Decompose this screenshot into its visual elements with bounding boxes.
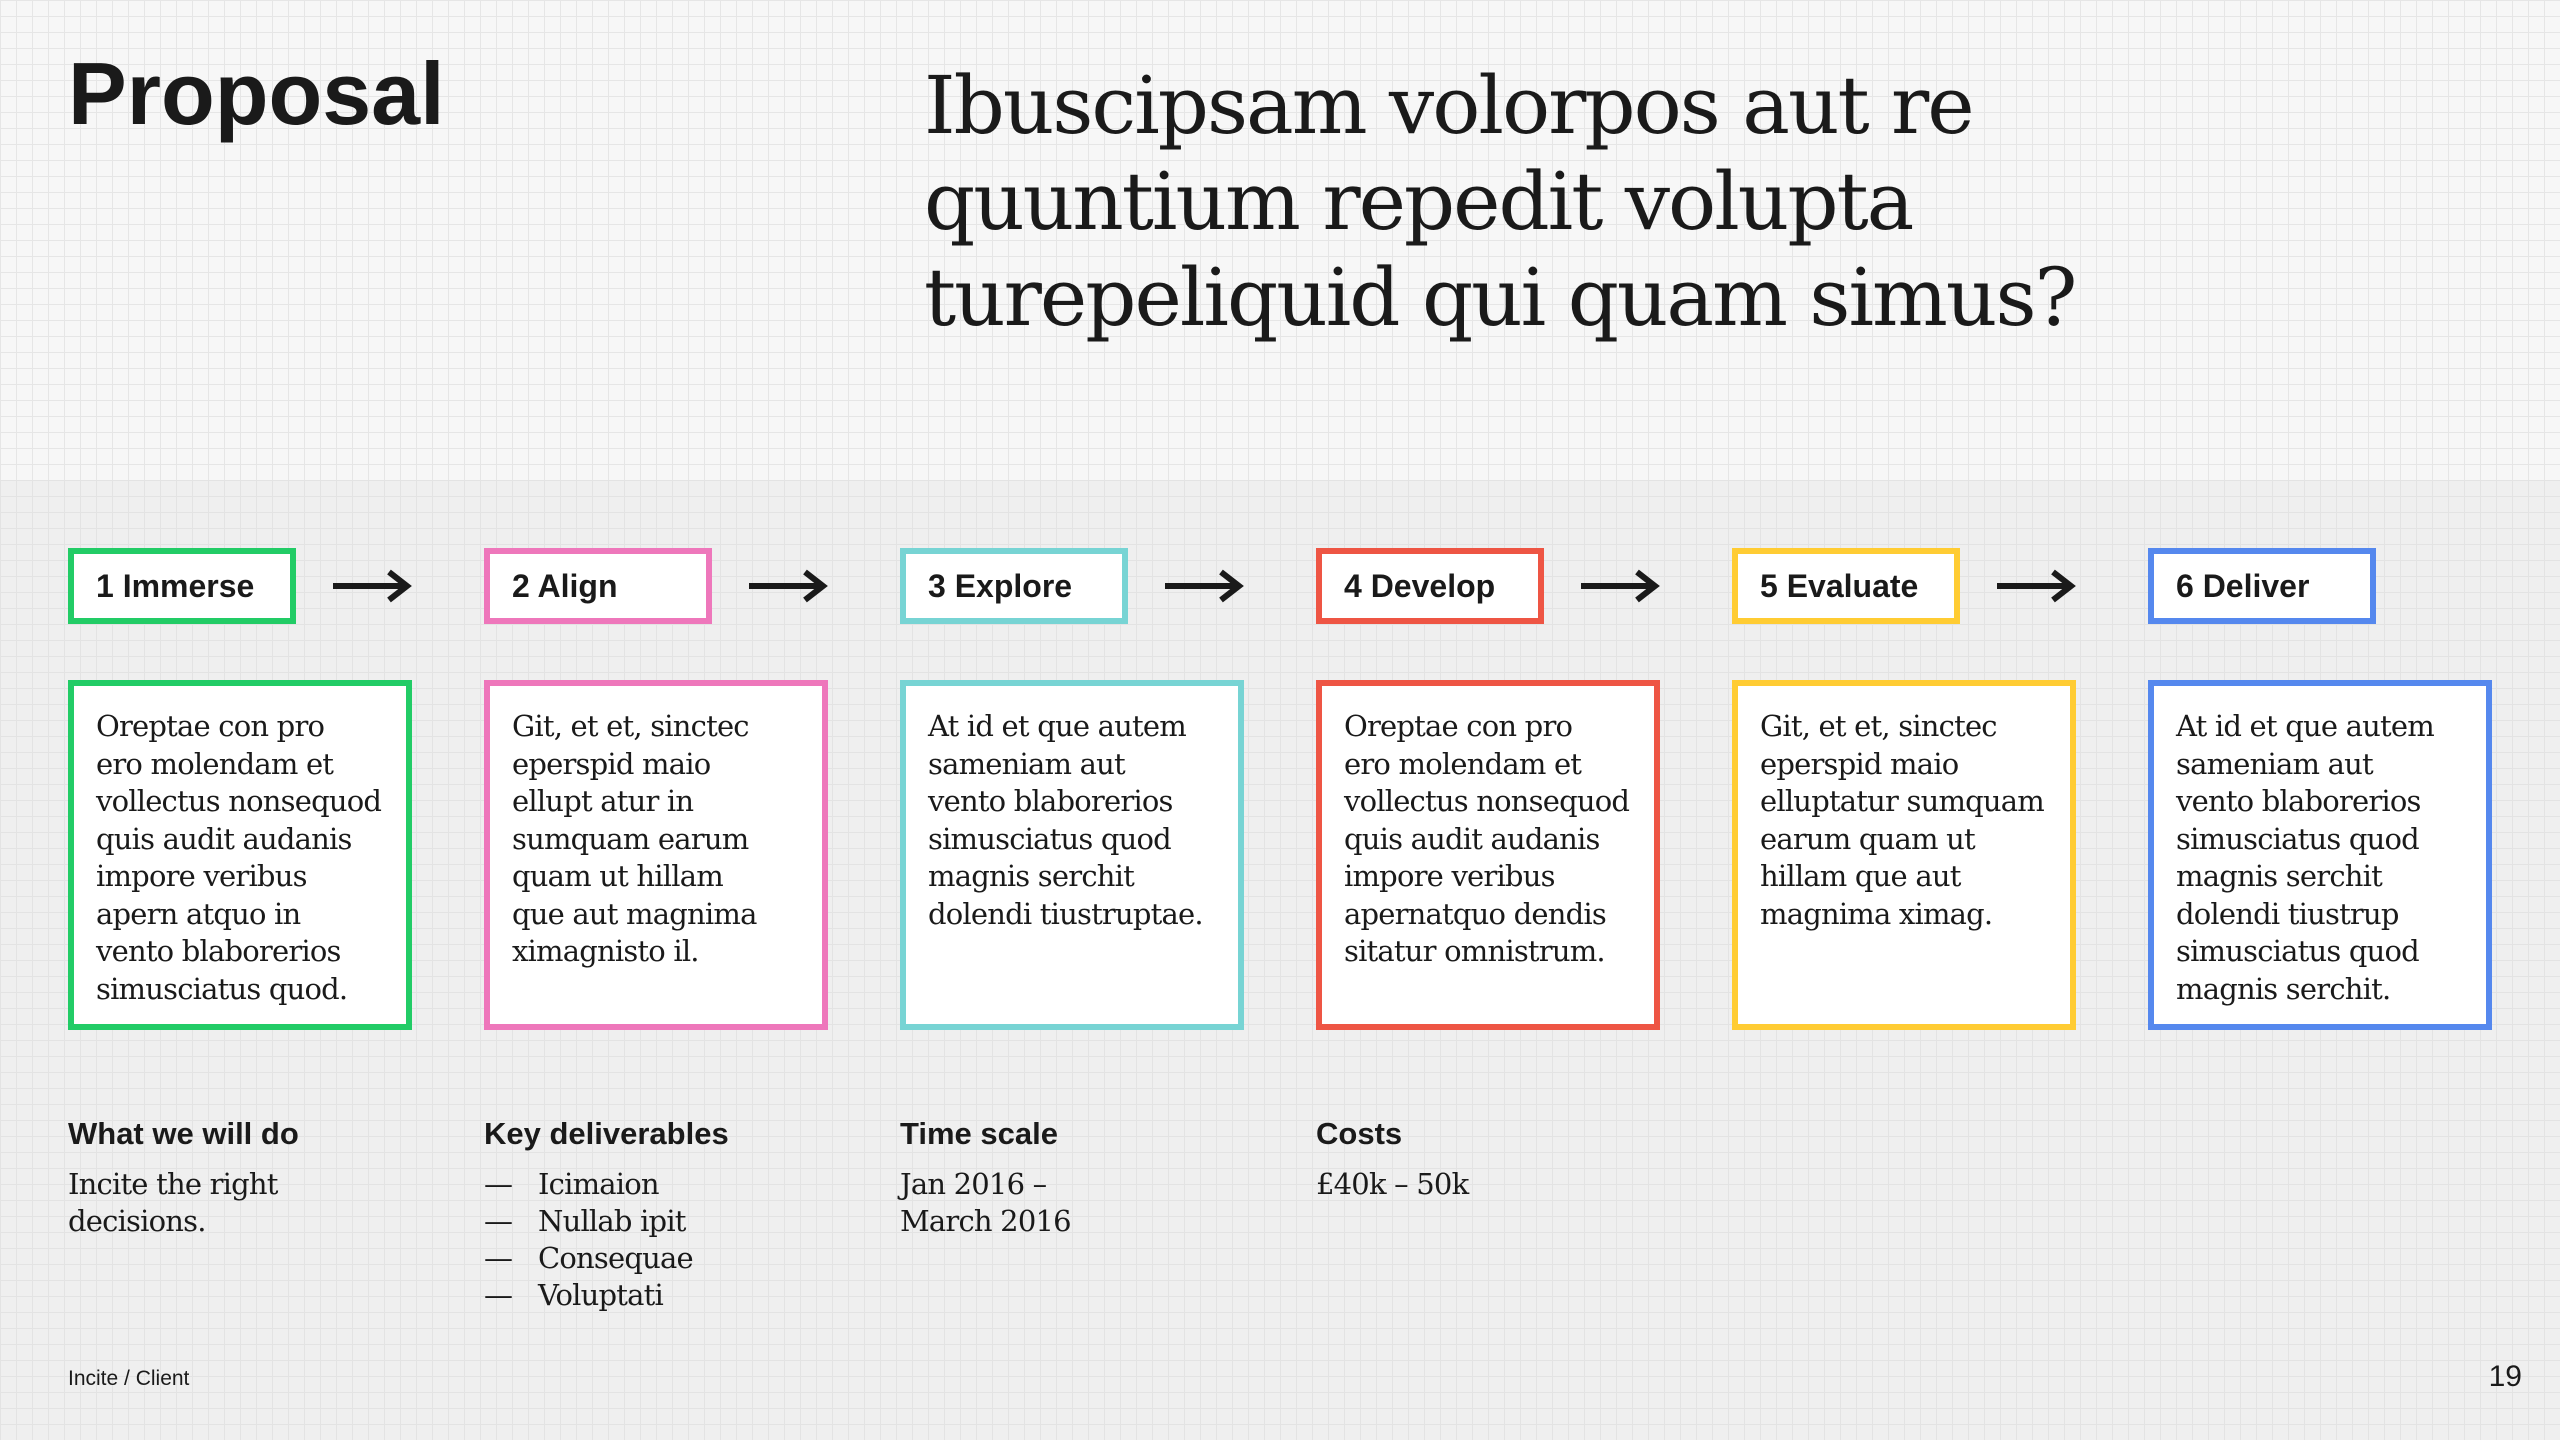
right-arrow-icon (1163, 566, 1245, 606)
step-description (900, 680, 1244, 1030)
right-arrow-icon (331, 566, 413, 606)
dash-bullet: — (484, 1278, 513, 1312)
deliverable-text: Icimaion (538, 1167, 659, 1201)
dash-bullet: — (484, 1241, 513, 1275)
headline-line: turepeliquid qui quam simus? (924, 251, 2076, 344)
step-label-immerse: 1 Immerse (68, 548, 296, 624)
description-line: sameniam aut (928, 746, 1125, 781)
description-line: At id et que autem (928, 709, 1186, 743)
description-line: hillam que aut (1760, 859, 1961, 893)
step-description (2148, 680, 2492, 1030)
description-line: que aut magnima (512, 896, 757, 931)
what-we-will-do-heading: What we will do (68, 1116, 299, 1151)
description-line: sumquam earum (512, 821, 749, 856)
description-line: magnis serchit (2176, 859, 2382, 893)
description-line: Oreptae con pro (96, 709, 325, 743)
list-item (484, 1277, 784, 1314)
description-line: elluptatur sumquam (1760, 784, 2044, 818)
description-line: simusciatus quod (928, 821, 1171, 856)
right-arrow-icon (1579, 566, 1661, 606)
description-line: sitatur omnistrum. (1344, 934, 1605, 968)
text-line: Incite the right (68, 1167, 278, 1201)
dash-bullet: — (484, 1167, 513, 1201)
description-line: simusciatus quod (2176, 934, 2419, 968)
description-line: ellupt atur in (512, 784, 694, 818)
headline-question (924, 58, 2164, 346)
description-line: impore veribus (96, 859, 307, 893)
step-label-align: 2 Align (484, 548, 712, 624)
step-label-develop: 4 Develop (1316, 548, 1544, 624)
costs-heading: Costs (1316, 1116, 1403, 1151)
key-deliverables-heading: Key deliverables (484, 1116, 729, 1151)
deliverable-text: Voluptati (538, 1278, 663, 1312)
description-line: simusciatus quod. (96, 971, 348, 1006)
right-arrow-icon (1995, 566, 2077, 606)
headline-line: Ibuscipsam volorpos aut re (924, 59, 1973, 152)
description-line: impore veribus (1344, 859, 1555, 893)
description-line: ero molendam et (1344, 746, 1582, 781)
description-line: simusciatus quod (2176, 821, 2419, 856)
time-scale-heading: Time scale (900, 1116, 1058, 1151)
description-line: vento blaborerios (2176, 784, 2421, 818)
list-item (484, 1240, 784, 1277)
description-line: Oreptae con pro (1344, 709, 1573, 743)
right-arrow-icon (747, 566, 829, 606)
step-label-evaluate: 5 Evaluate (1732, 548, 1960, 624)
what-we-will-do-text (68, 1166, 368, 1240)
description-line: vollectus nonsequod (96, 784, 382, 818)
description-line: apernatquo dendis (1344, 896, 1606, 931)
deliverable-text: Consequae (538, 1241, 693, 1275)
headline-line: quuntium repedit volupta (924, 155, 1913, 248)
text-line: decisions. (68, 1204, 206, 1238)
description-line: quis audit audanis (96, 821, 352, 856)
time-scale-text (900, 1166, 1200, 1240)
list-item (484, 1166, 784, 1203)
step-label-explore: 3 Explore (900, 548, 1128, 624)
step-description (68, 680, 412, 1030)
description-line: vento blaborerios (96, 934, 341, 968)
step-description (1732, 680, 2076, 1030)
description-line: earum quam ut (1760, 821, 1975, 856)
key-deliverables-list (484, 1166, 784, 1314)
description-line: dolendi tiustruptae. (928, 896, 1203, 931)
text-line: Jan 2016 – (900, 1167, 1047, 1201)
step-description (484, 680, 828, 1030)
description-line: magnima ximag. (1760, 896, 1993, 931)
description-line: Git, et et, sinctec (1760, 709, 1997, 743)
description-line: Git, et et, sinctec (512, 709, 749, 743)
description-line: At id et que autem (2176, 709, 2434, 743)
description-line: sameniam aut (2176, 746, 2373, 781)
description-line: quam ut hillam (512, 859, 723, 893)
deliverable-text: Nullab ipit (538, 1204, 686, 1238)
text-line: March 2016 (900, 1204, 1071, 1238)
description-line: ximagnisto il. (512, 934, 699, 968)
description-line: quis audit audanis (1344, 821, 1600, 856)
footer-client: Incite / Client (68, 1367, 190, 1390)
description-line: apern atquo in (96, 896, 301, 931)
page-number: 19 (2488, 1360, 2522, 1393)
description-line: dolendi tiustrup (2176, 896, 2399, 931)
description-line: magnis serchit. (2176, 971, 2391, 1006)
description-line: eperspid maio (512, 746, 711, 781)
step-label-deliver: 6 Deliver (2148, 548, 2376, 624)
description-line: eperspid maio (1760, 746, 1959, 781)
description-line: vento blaborerios (928, 784, 1173, 818)
dash-bullet: — (484, 1204, 513, 1238)
description-line: magnis serchit (928, 859, 1134, 893)
description-line: vollectus nonsequod (1344, 784, 1630, 818)
costs-value: £40k – 50k (1316, 1167, 1469, 1201)
step-description (1316, 680, 1660, 1030)
list-item (484, 1203, 784, 1240)
description-line: ero molendam et (96, 746, 334, 781)
page-title: Proposal (68, 44, 445, 143)
